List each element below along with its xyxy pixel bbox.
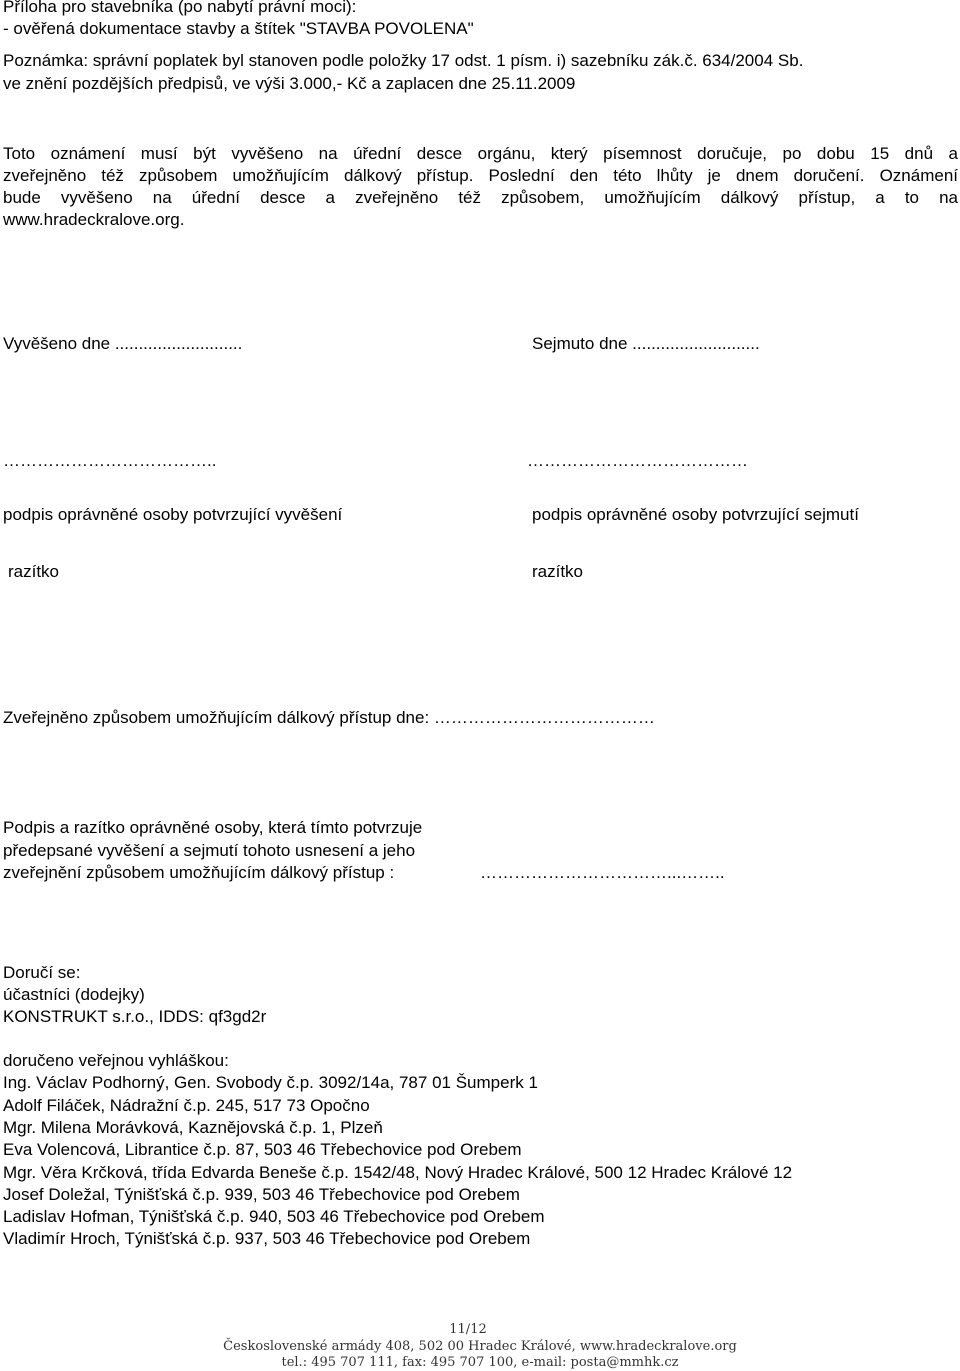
- recipient-item: Eva Volencová, Librantice č.p. 87, 503 46 Třebechovice pod Orebem: [3, 1140, 522, 1159]
- posted-signature-caption: podpis oprávněné osoby potvrzující vyvěšení: [3, 505, 343, 524]
- delivery-heading: Doručí se:: [3, 963, 81, 982]
- attachment-heading: Příloha pro stavebníka (po nabytí právní moci):: [3, 0, 357, 16]
- posted-date-field: Vyvěšeno dne ...........................: [3, 334, 243, 353]
- fee-note-line-1: Poznámka: správní poplatek byl stanoven podle položky 17 odst. 1 písm. i) sazebníku zák.č. 634/2004 Sb.: [3, 51, 804, 70]
- recipient-item: Mgr. Milena Morávková, Kaznějovská č.p. 1, Plzeň: [3, 1118, 383, 1137]
- recipient-item: Josef Doležal, Týnišťská č.p. 939, 503 46 Třebechovice pod Orebem: [3, 1185, 520, 1204]
- removed-date-field: Sejmuto dne ...........................: [532, 334, 760, 353]
- posted-signature-line: ………………………………..: [3, 451, 217, 470]
- confirmation-line-3: zveřejnění způsobem umožňujícím dálkový přístup :: [3, 863, 395, 882]
- recipient-item: Ing. Václav Podhorný, Gen. Svobody č.p. 3092/14a, 787 01 Šumperk 1: [3, 1073, 538, 1092]
- recipient-item: Adolf Filáček, Nádražní č.p. 245, 517 73 Opočno: [3, 1096, 370, 1115]
- confirmation-line-2: předepsané vyvěšení a sejmutí tohoto usnesení a jeho: [3, 841, 416, 860]
- footer-address: Československé armády 408, 502 00 Hradec Králové, www.hradeckralove.org: [223, 1339, 737, 1354]
- published-date-field: Zveřejněno způsobem umožňujícím dálkový přístup dne: …………………………………: [3, 708, 655, 727]
- notice-line-3: bude vyvěšeno na úřední desce a zveřejněno též způsobem, umožňujícím dálkový přístup, a to na: [3, 188, 958, 207]
- notice-website: www.hradeckralove.org.: [3, 210, 185, 229]
- page-number: 11/12: [449, 1322, 487, 1337]
- posted-stamp-caption: razítko: [8, 562, 60, 581]
- confirmation-line-1: Podpis a razítko oprávněné osoby, která tímto potvrzuje: [3, 818, 423, 837]
- participants-label: účastníci (dodejky): [3, 985, 145, 1004]
- recipient-item: Vladimír Hroch, Týnišťská č.p. 937, 503 46 Třebechovice pod Orebem: [3, 1229, 531, 1248]
- attachment-item: - ověřená dokumentace stavby a štítek "STAVBA POVOLENA": [3, 19, 474, 38]
- public-notice-label: doručeno veřejnou vyhláškou:: [3, 1051, 229, 1070]
- removed-stamp-caption: razítko: [532, 562, 584, 581]
- recipient-item: Ladislav Hofman, Týnišťská č.p. 940, 503 46 Třebechovice pod Orebem: [3, 1207, 545, 1226]
- notice-line-2: zveřejněno též způsobem umožňujícím dálkový přístup. Poslední den této lhůty je dnem doručení. Oznámení: [3, 166, 958, 185]
- fee-note-line-2: ve znění pozdějších předpisů, ve výši 3.000,- Kč a zaplacen dne 25.11.2009: [3, 74, 576, 93]
- removed-signature-caption: podpis oprávněné osoby potvrzující sejmutí: [532, 505, 859, 524]
- footer-contact: tel.: 495 707 111, fax: 495 707 100, e-mail: posta@mmhk.cz: [281, 1355, 679, 1370]
- removed-signature-line: …………………………………: [527, 451, 748, 470]
- notice-line-1: Toto oznámení musí být vyvěšeno na úřední desce orgánu, který písemnost doručuje, po dobu 15 dnů a: [3, 144, 958, 163]
- recipient-item: Mgr. Věra Krčková, třída Edvarda Beneše č.p. 1542/48, Nový Hradec Králové, 500 12 Hradec Králové 12: [3, 1163, 793, 1182]
- confirmation-signature-line: ……………………………...……..: [480, 863, 725, 882]
- participant-entry: KONSTRUKT s.r.o., IDDS: qf3gd2r: [3, 1007, 267, 1026]
